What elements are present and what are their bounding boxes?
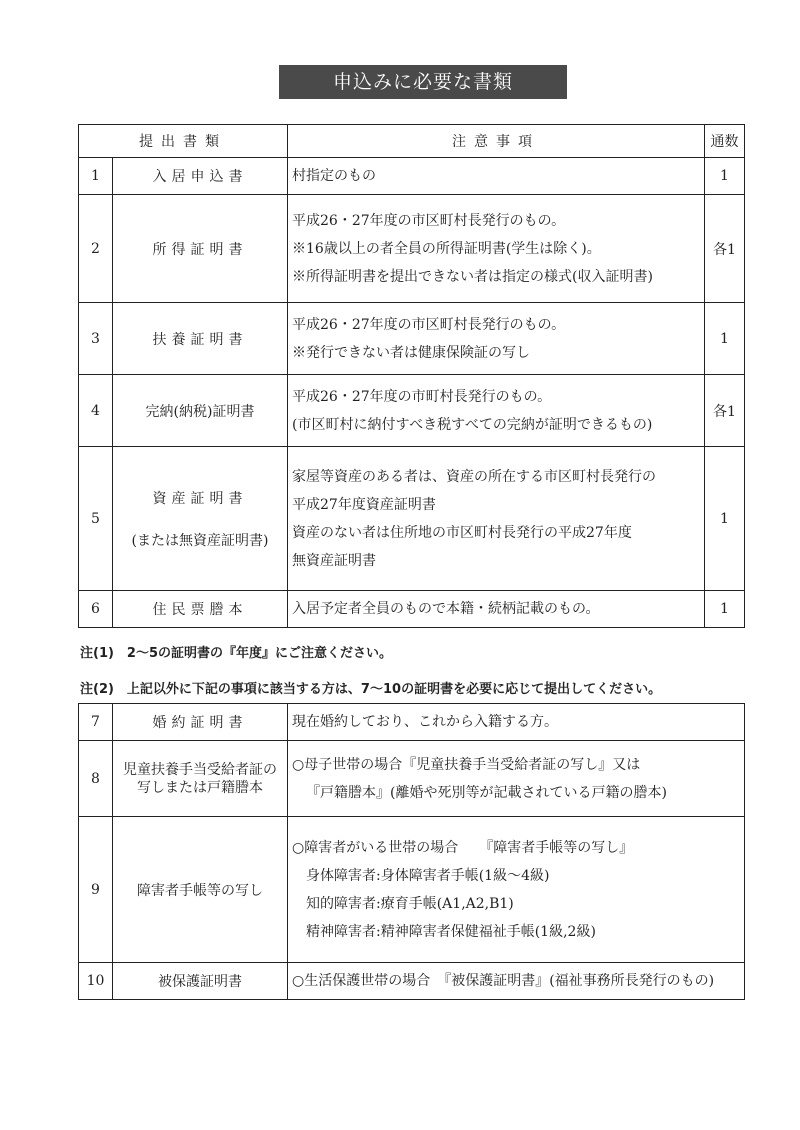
document-name: 住民票謄本 bbox=[113, 591, 288, 628]
document-name-sub: (または無資産証明書) bbox=[131, 532, 269, 549]
copies-count: 各1 bbox=[705, 375, 745, 447]
additional-documents-table bbox=[78, 703, 745, 1000]
header-copies: 通数 bbox=[705, 125, 745, 158]
note-line: 入居予定者全員のもので本籍・続柄記載のもの。 bbox=[292, 601, 600, 617]
document-name: 障害者手帳等の写し bbox=[113, 817, 288, 963]
document-name: 被保護証明書 bbox=[113, 963, 288, 1000]
required-documents-table bbox=[78, 124, 745, 628]
footnote-2: 注(2) 上記以外に下記の事項に該当する方は、7～10の証明書を必要に応じて提出してください。 bbox=[80, 682, 662, 697]
copies-count: 1 bbox=[705, 447, 745, 591]
note-line: 精神障害者:精神障害者保健福祉手帳(1級,2級) bbox=[306, 923, 596, 940]
table-row bbox=[79, 195, 745, 303]
note-line: ○障害者がいる世帯の場合 『障害者手帳等の写し』 bbox=[292, 839, 634, 856]
document-name: 婚約証明書 bbox=[113, 704, 288, 741]
table-row bbox=[79, 303, 745, 375]
document-name bbox=[113, 447, 288, 591]
note-line: ○母子世帯の場合『児童扶養手当受給者証の写し』又は bbox=[292, 756, 641, 773]
document-notes bbox=[288, 447, 705, 591]
note-line: 平成26・27年度の市区町村長発行のもの。 bbox=[292, 212, 566, 229]
row-number: 1 bbox=[79, 158, 113, 195]
note-line: ※発行できない者は健康保険証の写し bbox=[292, 344, 530, 361]
row-number: 3 bbox=[79, 303, 113, 375]
table-row bbox=[79, 591, 745, 628]
document-name-main: 資産証明書 bbox=[152, 490, 248, 507]
note-line: ※所得証明書を提出できない者は指定の様式(収入証明書) bbox=[292, 268, 653, 285]
document-notes bbox=[288, 591, 705, 628]
document-notes bbox=[288, 817, 745, 963]
note-line: ※16歳以上の者全員の所得証明書(学生は除く)。 bbox=[292, 240, 601, 257]
page-title: 申込みに必要な書類 bbox=[279, 65, 567, 99]
document-name: 扶養証明書 bbox=[113, 303, 288, 375]
header-document: 提出書類 bbox=[79, 125, 288, 158]
row-number: 4 bbox=[79, 375, 113, 447]
row-number: 6 bbox=[79, 591, 113, 628]
row-number: 10 bbox=[79, 963, 113, 1000]
table-row bbox=[79, 447, 745, 591]
note-line: 身体障害者:身体障害者手帳(1級～4級) bbox=[306, 867, 550, 884]
note-line: 平成27年度資産証明書 bbox=[292, 496, 436, 513]
document-notes bbox=[288, 375, 705, 447]
note-line: (市区町村に納付すべき税すべての完納が証明できるもの) bbox=[292, 416, 653, 433]
note-line: 知的障害者:療育手帳(A1,A2,B1) bbox=[306, 895, 514, 912]
note-line: 村指定のもの bbox=[292, 168, 376, 184]
table-row bbox=[79, 817, 745, 963]
row-number: 9 bbox=[79, 817, 113, 963]
table-row bbox=[79, 704, 745, 741]
note-line: 『戸籍謄本』(離婚や死別等が記載されている戸籍の謄本) bbox=[306, 784, 667, 801]
document-notes bbox=[288, 158, 705, 195]
document-notes bbox=[288, 741, 745, 817]
note-line: 平成26・27年度の市町村長発行のもの。 bbox=[292, 388, 552, 405]
note-line: 資産のない者は住所地の市区町村長発行の平成27年度 bbox=[292, 524, 632, 541]
copies-count: 1 bbox=[705, 158, 745, 195]
row-number: 8 bbox=[79, 741, 113, 817]
table-row bbox=[79, 375, 745, 447]
copies-count: 1 bbox=[705, 591, 745, 628]
document-name: 入居申込書 bbox=[113, 158, 288, 195]
table-row bbox=[79, 158, 745, 195]
note-line: 平成26・27年度の市区町村長発行のもの。 bbox=[292, 316, 566, 333]
note-line: 家屋等資産のある者は、資産の所在する市区町村長発行の bbox=[292, 468, 656, 485]
document-name: 完納(納税)証明書 bbox=[113, 375, 288, 447]
row-number: 2 bbox=[79, 195, 113, 303]
document-notes bbox=[288, 704, 745, 741]
footnote-1: 注(1) 2～5の証明書の『年度』にご注意ください。 bbox=[80, 646, 393, 661]
document-name: 児童扶養手当受給者証の写しまたは戸籍謄本 bbox=[113, 741, 288, 817]
document-notes bbox=[288, 195, 705, 303]
row-number: 7 bbox=[79, 704, 113, 741]
table-header-row bbox=[79, 125, 745, 158]
copies-count: 1 bbox=[705, 303, 745, 375]
document-notes bbox=[288, 303, 705, 375]
note-line: 現在婚約しており、これから入籍する方。 bbox=[292, 714, 558, 730]
note-line: 無資産証明書 bbox=[292, 552, 376, 569]
table-row bbox=[79, 963, 745, 1000]
document-notes bbox=[288, 963, 745, 1000]
note-line: ○生活保護世帯の場合 『被保護証明書』(福祉事務所長発行のもの) bbox=[292, 973, 715, 989]
header-notes: 注意事項 bbox=[288, 125, 705, 158]
copies-count: 各1 bbox=[705, 195, 745, 303]
table-row bbox=[79, 741, 745, 817]
row-number: 5 bbox=[79, 447, 113, 591]
document-name: 所得証明書 bbox=[113, 195, 288, 303]
